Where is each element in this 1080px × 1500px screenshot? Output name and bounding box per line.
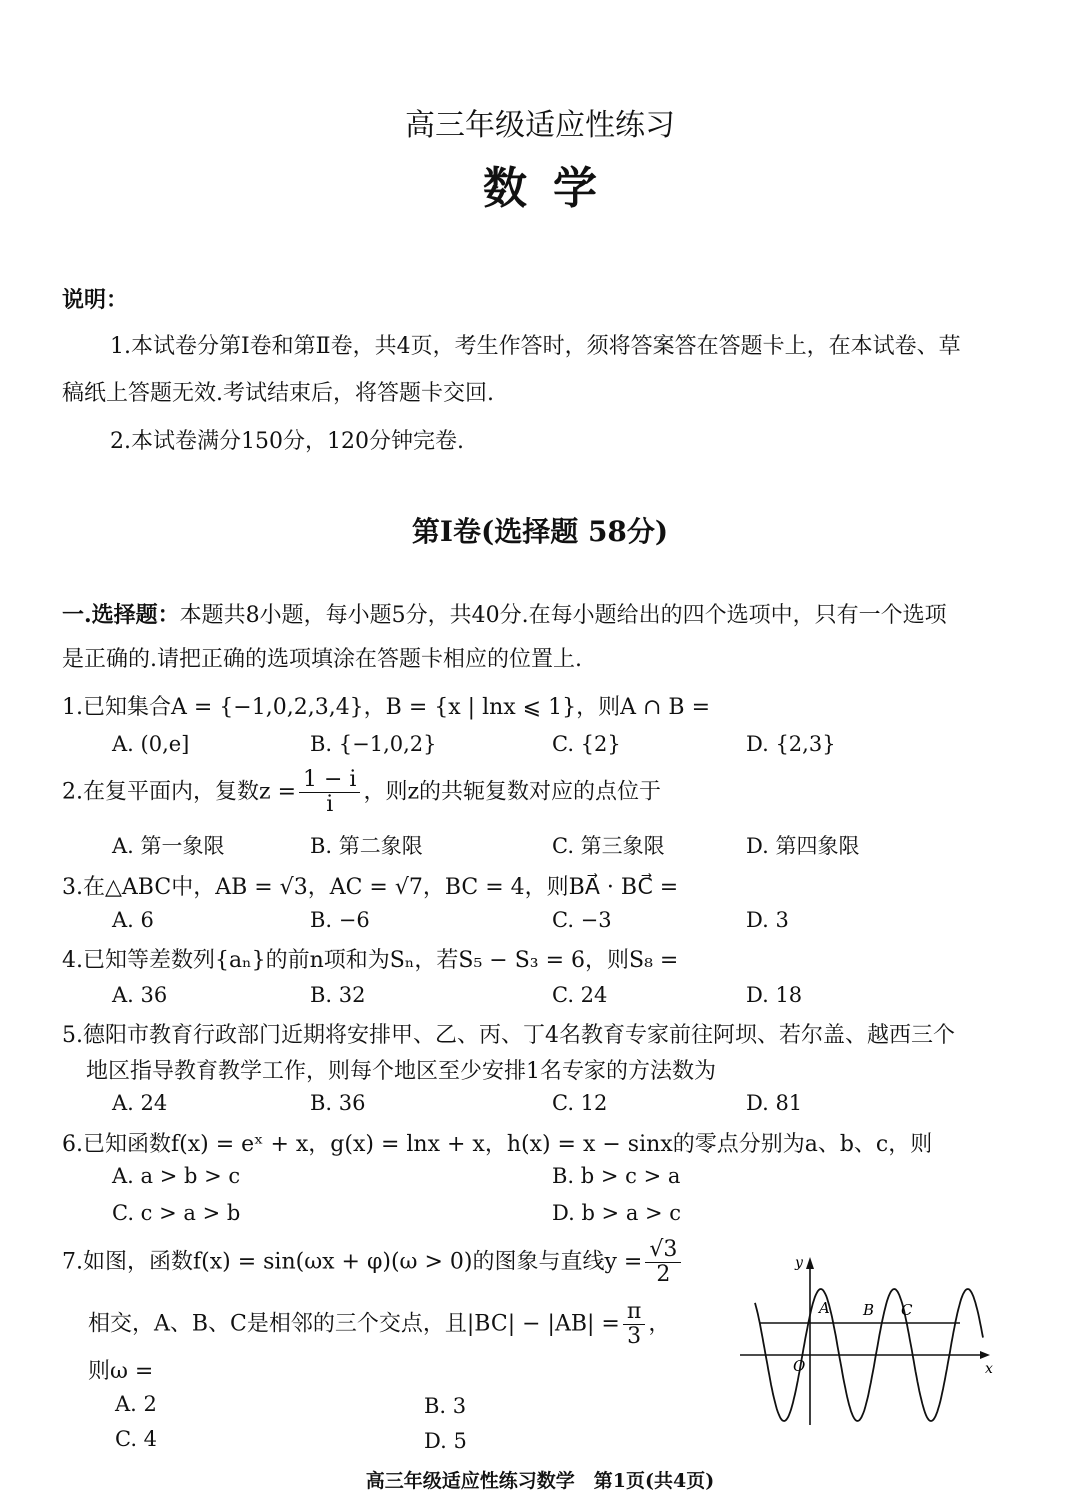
q7-option-c: C. 4 bbox=[115, 1427, 158, 1451]
q6-option-a: A. a > b > c bbox=[112, 1164, 241, 1188]
q3-option-d: D. 3 bbox=[746, 908, 789, 932]
question-5-stem-line2: 地区指导教育教学工作，则每个地区至少安排1名专家的方法数为 bbox=[86, 1059, 716, 1084]
y-axis-arrow bbox=[806, 1257, 814, 1269]
q3-option-b: B. −6 bbox=[310, 908, 370, 932]
q7-option-a: A. 2 bbox=[115, 1392, 157, 1416]
q3-option-c: C. −3 bbox=[552, 908, 612, 932]
q2-frac-den: i bbox=[326, 792, 334, 817]
q7-sine-figure bbox=[735, 1245, 1010, 1435]
part-label: 一.选择题： bbox=[62, 602, 180, 628]
x-axis-label: x bbox=[985, 1361, 993, 1377]
point-a-label: A bbox=[819, 1299, 830, 1317]
subject-title: 数学 bbox=[483, 163, 623, 214]
question-5-stem-line1: 5.德阳市教育行政部门近期将安排甲、乙、丙、丁4名教育专家前往阿坝、若尔盖、越西三个 bbox=[62, 1023, 955, 1048]
point-b-label: B bbox=[863, 1301, 875, 1319]
q2-option-a: A. 第一象限 bbox=[112, 834, 225, 858]
point-c-label: C bbox=[901, 1301, 913, 1319]
question-4-stem: 4.已知等差数列{aₙ}的前n项和为Sₙ，若S₅ − S₃ = 6，则S₈ = bbox=[62, 948, 679, 973]
question-7-stem-line3: 则ω = bbox=[88, 1359, 154, 1384]
question-1-stem: 1.已知集合A = {−1,0,2,3,4}，B = {x | lnx ⩽ 1}，则A ∩ B = bbox=[62, 695, 711, 720]
q6-option-d: D. b > a > c bbox=[552, 1201, 682, 1225]
part-description-line2: 是正确的.请把正确的选项填涂在答题卡相应的位置上. bbox=[62, 647, 582, 672]
q2-option-d: D. 第四象限 bbox=[746, 834, 860, 858]
question-6-stem: 6.已知函数f(x) = eˣ + x，g(x) = lnx + x，h(x) = x − sinx的零点分别为a、b、c，则 bbox=[62, 1132, 933, 1157]
origin-label: O bbox=[793, 1357, 806, 1375]
question-3-stem: 3.在△ABC中，AB = √3，AC = √7，BC = 4，则BA⃗ · BC⃗ = bbox=[62, 875, 679, 900]
y-axis-label: y bbox=[795, 1255, 803, 1271]
q7-option-d: D. 5 bbox=[424, 1429, 467, 1453]
q2-option-b: B. 第二象限 bbox=[310, 834, 423, 858]
q2-frac-num: 1 − i bbox=[299, 768, 360, 793]
q7-option-b: B. 3 bbox=[424, 1394, 467, 1418]
q1-option-d: D. {2,3} bbox=[746, 732, 836, 756]
notes-item1-line1: 1.本试卷分第Ⅰ卷和第Ⅱ卷，共4页，考生作答时，须将答案答在答题卡上，在本试卷、草 bbox=[110, 334, 961, 359]
part-desc: 本题共8小题，每小题5分，共40分.在每小题给出的四个选项中，只有一个选项 bbox=[179, 603, 947, 628]
q5-option-c: C. 12 bbox=[552, 1091, 608, 1115]
q5-option-a: A. 24 bbox=[112, 1091, 168, 1115]
q4-option-b: B. 32 bbox=[310, 983, 366, 1007]
q4-option-d: D. 18 bbox=[746, 983, 803, 1007]
question-2-stem bbox=[62, 768, 661, 817]
page-footer: 高三年级适应性练习数学 第1页(共4页) bbox=[365, 1470, 715, 1492]
q3-option-a: A. 6 bbox=[112, 908, 154, 932]
notes-item2: 2.本试卷满分150分，120分钟完卷. bbox=[110, 429, 464, 454]
q5-option-b: B. 36 bbox=[310, 1091, 366, 1115]
q7-line2-post: ， bbox=[648, 1311, 671, 1337]
q6-option-b: B. b > c > a bbox=[552, 1164, 681, 1188]
q2-option-c: C. 第三象限 bbox=[552, 834, 665, 858]
q7-fraction-2 bbox=[623, 1300, 645, 1349]
question-7-stem-line1 bbox=[62, 1238, 684, 1287]
q7-frac2-num: π bbox=[623, 1300, 645, 1325]
q7-line2-pre: 相交，A、B、C是相邻的三个交点，且|BC| − |AB| = bbox=[88, 1311, 620, 1337]
notes-label: 说明： bbox=[62, 287, 129, 313]
question-7-stem-line2 bbox=[88, 1300, 670, 1349]
q6-option-c: C. c > a > b bbox=[112, 1201, 241, 1225]
q2-stem-pre: 2.在复平面内，复数z = bbox=[62, 779, 297, 805]
q1-option-c: C. {2} bbox=[552, 732, 621, 756]
q5-option-d: D. 81 bbox=[746, 1091, 803, 1115]
notes-item1-line2: 稿纸上答题无效.考试结束后，将答题卡交回. bbox=[62, 381, 494, 406]
q7-frac2-den: 3 bbox=[627, 1324, 642, 1349]
q4-option-c: C. 24 bbox=[552, 983, 608, 1007]
q4-option-a: A. 36 bbox=[112, 983, 168, 1007]
q7-frac1-num: √3 bbox=[645, 1238, 681, 1263]
x-axis-arrow bbox=[980, 1351, 990, 1359]
q7-stem-pre: 7.如图，函数f(x) = sin(ωx + φ)(ω > 0)的图象与直线y = bbox=[62, 1249, 643, 1275]
part-description-line1 bbox=[62, 600, 947, 631]
q7-fraction-1 bbox=[645, 1238, 681, 1287]
q2-fraction bbox=[299, 768, 360, 817]
exam-title: 高三年级适应性练习 bbox=[405, 108, 675, 143]
section-title: 第Ⅰ卷(选择题 58分) bbox=[411, 515, 669, 548]
q2-stem-post: ，则z的共轭复数对应的点位于 bbox=[363, 779, 662, 805]
q1-option-b: B. {−1,0,2} bbox=[310, 732, 437, 756]
q1-option-a: A. (0,e] bbox=[112, 732, 190, 756]
q7-frac1-den: 2 bbox=[656, 1262, 671, 1287]
